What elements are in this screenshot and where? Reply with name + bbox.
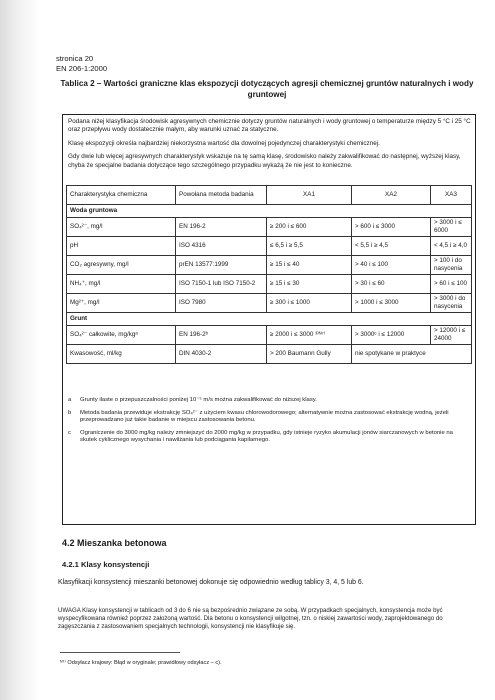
table-note	[68, 397, 470, 405]
table-title: Tablica 2 – Wartości graniczne klas ekspozycji dotyczących agresji chemicznej gruntów naturalnych i wody gruntowej	[60, 79, 474, 99]
note-text: Grunty ilaste o przepuszczalności poniżej 10⁻⁵ m/s można zakwalifikować do niższej klasy.	[80, 397, 317, 403]
table-row	[67, 294, 472, 313]
note-mark: b	[68, 409, 72, 416]
table-note	[68, 430, 470, 445]
table-row	[67, 237, 472, 256]
table-cell: EN 196-2	[176, 218, 267, 237]
table-cell: > 3000 i do nasycenia	[431, 294, 472, 313]
table-intro	[68, 118, 472, 175]
intro-paragraph: Gdy dwie lub więcej agresywnych charakterystyk wskazuje na tę samą klasę, środowisko należy zakwalifikować do następnej, wyższej klasy, chyba że specjalne badania dotyczące tego szczególnego przypadku wykażą że nie jest to konieczne.	[68, 153, 461, 169]
soil-rows	[67, 326, 472, 364]
table-row	[67, 256, 472, 275]
table-cell: prEN 13577:1999	[176, 256, 267, 275]
note-text: Ograniczenie do 3000 mg/kg należy zmniejszyć do 2000 mg/kg w przypadku, gdy istnieje ryzyko akumulacji jonów siarczanowych w betonie na skutek cyklicznego wysychania i nawilżania lub podciągania kapilarnego.	[80, 429, 453, 444]
table-cell: < 4,5 i ≥ 4,0	[431, 237, 472, 256]
table-cell: NH₄⁺, mg/l	[67, 275, 176, 294]
section-row	[67, 313, 472, 326]
table-header-cell: XA3	[431, 186, 472, 205]
table-cell: > 600 i ≤ 3000	[352, 218, 431, 237]
table-header-cell: XA1	[267, 186, 352, 205]
table-cell: ≤ 6,5 i ≥ 5,5	[267, 237, 352, 256]
section-label-soil: Grunt	[67, 313, 472, 326]
table-header-cell: Charakterystyka chemiczna	[67, 186, 176, 205]
table-header-cell: XA2	[352, 186, 431, 205]
table-cell: > 3000ᶜ i ≤ 12000	[352, 326, 431, 345]
table-cell: ≥ 15 i ≤ 30	[267, 275, 352, 294]
table-cell: > 3000 i ≤ 6000	[431, 218, 472, 237]
intro-paragraph: Podana niżej klasyfikacja środowisk agresywnych chemicznie dotyczy gruntów naturalnych i wody gruntowej o temperaturze między 5 °C i 25 °C oraz przepływu wody dostatecznie małym, aby warunki uznać za statyczne.	[68, 118, 471, 134]
section-heading-4-2-1: 4.2.1 Klasy konsystencji	[62, 560, 150, 569]
table-cell: > 100 i do nasycenia	[431, 256, 472, 275]
page-number: stronica 20	[56, 54, 94, 63]
note-mark: a	[68, 397, 72, 403]
table-cell: ≥ 15 i ≤ 40	[267, 256, 352, 275]
table-row	[67, 345, 472, 364]
page-header	[56, 54, 107, 74]
table-cell: ≥ 300 i ≤ 1000	[267, 294, 352, 313]
table-cell: Mg²⁺, mg/l	[67, 294, 176, 313]
footnote-divider	[60, 652, 180, 653]
table-cell: CO₂ agresywny, mg/l	[67, 256, 176, 275]
national-footnote: ᴺ⁷⁾ Odsyłacz krajowy: Błąd w oryginale; prawidłowy odsyłacz – c).	[60, 660, 222, 666]
table-cell: ≥ 2000 i ≤ 3000 ³⁾ᴺ⁷⁾	[267, 326, 352, 345]
table-cell: DIN 4030-2	[176, 345, 267, 364]
table-cell: > 12000 i ≤ 24000	[431, 326, 472, 345]
table-note	[68, 410, 470, 425]
table-cell: EN 196-2ᵇ	[176, 326, 267, 345]
section-label-water: Woda gruntowa	[67, 205, 472, 218]
standard-id: EN 206-1:2000	[56, 64, 108, 73]
table-cell: < 5,5 i ≥ 4,5	[352, 237, 431, 256]
page-edge-shadow	[0, 0, 40, 700]
note-uwaga: UWAGA Klasy konsystencji w tablicach od 3 do 6 nie są bezpośrednio związane ze sobą. W przypadkach specjalnych, konsystencja może być wyspecyfikowana również poprzez założoną wartość. Dla betonu o konsystencji wilgotnej, tzn. o niskiej zawartości wody, zaprojektowanego do zagęszczania z zastosowaniem specjalnych technologii, konsystencji nie klasyfikuje się.	[58, 607, 443, 631]
table-cell: > 200 Baumann Gully	[267, 345, 352, 364]
table-cell: ≥ 200 i ≤ 600	[267, 218, 352, 237]
section-row	[67, 205, 472, 218]
table-cell: ISO 4316	[176, 237, 267, 256]
table-cell: > 1000 i ≤ 3000	[352, 294, 431, 313]
table-cell: SO₄²⁻, mg/l	[67, 218, 176, 237]
table-header-cell: Powołana metoda badania	[176, 186, 267, 205]
note-mark: c	[68, 429, 71, 436]
body-paragraph: Klasyfikacji konsystencji mieszanki betonowej dokonuje się odpowiednio według tablicy 3, 4, 5 lub 6.	[58, 579, 364, 586]
table-row	[67, 275, 472, 294]
table-cell: SO₄²⁻ całkowite, mg/kgᵃ	[67, 326, 176, 345]
table-cell: > 30 i ≤ 60	[352, 275, 431, 294]
water-rows	[67, 218, 472, 313]
table-cell: ISO 7150-1 lub ISO 7150-2	[176, 275, 267, 294]
table-cell: pH	[67, 237, 176, 256]
table-cell: nie spotykane w praktyce	[352, 345, 472, 364]
note-text: Metoda badania przewiduje ekstrakcję SO₄²⁻ z użyciem kwasu chlorowodorowego; alternatywnie można zastosować ekstrakcję wodną, jeżeli przeprowadzano już takie badanie w miejscu zastosowania betonu.	[80, 409, 449, 424]
section-heading-4-2: 4.2 Mieszanka betonowa	[62, 538, 167, 548]
table-notes	[68, 397, 470, 450]
intro-paragraph: Klasę ekspozycji określa najbardziej niekorzystna wartość dla dowolnej pojedynczej charakterystyki chemicznej.	[68, 139, 380, 147]
table-header-row	[67, 186, 472, 205]
exposure-table	[66, 185, 472, 364]
table-row	[67, 326, 472, 345]
table-cell: > 40 i ≤ 100	[352, 256, 431, 275]
table-cell: Kwasowość, ml/kg	[67, 345, 176, 364]
table-cell: > 60 i ≤ 100	[431, 275, 472, 294]
table-row	[67, 218, 472, 237]
table-cell: ISO 7980	[176, 294, 267, 313]
